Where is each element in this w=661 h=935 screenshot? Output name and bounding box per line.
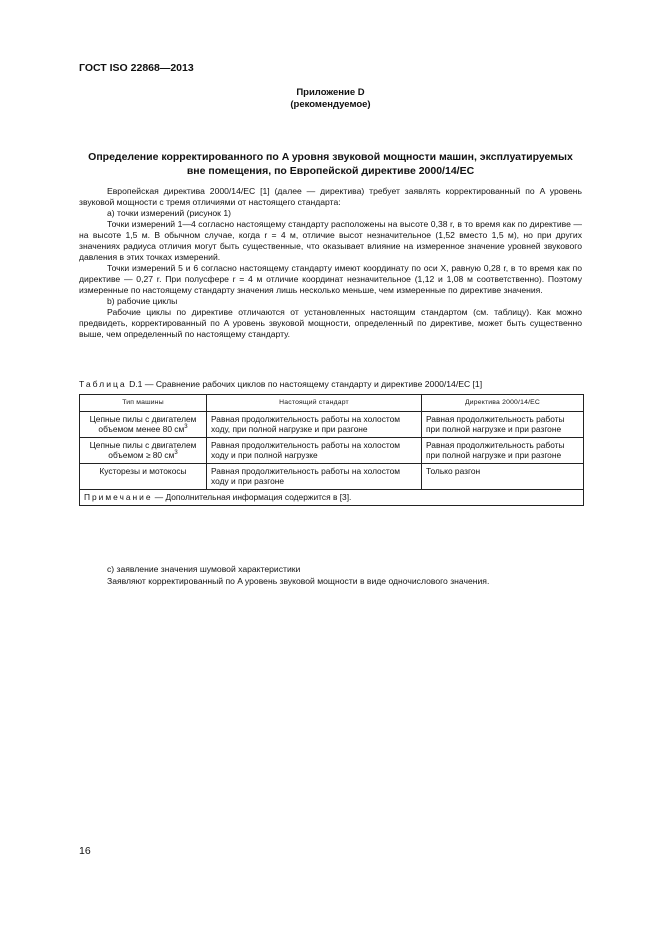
cell-standard: Равная продолжительность работы на холостом ходу и при полной нагрузке	[207, 438, 422, 464]
cell-machine-type: Цепные пилы с двигателем объемом менее 80 $см^3$	[80, 412, 207, 438]
cell-standard: Равная продолжительность работы на холостом ходу, при полной нагрузке и при разгоне	[207, 412, 422, 438]
annex-title: Приложение D	[296, 87, 365, 98]
section-title-line1: Определение корректированного по A уровня звуковой мощности машин, эксплуатируемых	[88, 151, 573, 163]
table-header-row	[80, 395, 584, 412]
item-b-heading: b) рабочие циклы	[107, 296, 178, 306]
note-text: — Дополнительная информация содержится в [3].	[152, 492, 352, 502]
cell-directive: Равная продолжительность работы при полной нагрузке и при разгоне	[422, 412, 584, 438]
cell-directive: Только разгон	[422, 464, 584, 490]
cell-machine-type: Цепные пилы с двигателем объемом ≥ 80 $см^3$	[80, 438, 207, 464]
table-caption-text: D.1 — Сравнение рабочих циклов по настоящему стандарту и директиве 2000/14/EC [1]	[126, 379, 483, 389]
annex-heading	[0, 87, 661, 111]
header-standard: Настоящий стандарт	[207, 395, 422, 412]
document-id: ГОСТ ISO 22868—2013	[79, 62, 194, 74]
note-label: Примечание	[84, 492, 153, 502]
comparison-table	[79, 394, 584, 506]
cell-machine-type: Кусторезы и мотокосы	[80, 464, 207, 490]
header-machine-type: Тип машины	[80, 395, 207, 412]
item-a-heading: а) точки измерений (рисунок 1)	[107, 208, 231, 218]
cell-standard: Равная продолжительность работы на холостом ходу и при разгоне	[207, 464, 422, 490]
body-text	[79, 186, 582, 340]
table-note	[80, 490, 584, 506]
section-c	[107, 563, 489, 587]
item-c-heading: c) заявление значения шумовой характеристики	[107, 564, 301, 574]
table-note-row	[80, 490, 584, 506]
paragraph-intro: Европейская директива 2000/14/EC [1] (далее — директива) требует заявлять корректированный по A уровень звуковой мощности с тремя отличиями от настоящего стандарта:	[79, 186, 582, 207]
table-caption-label: Таблица	[79, 379, 127, 389]
table-row	[80, 412, 584, 438]
header-directive: Директива 2000/14/EC	[422, 395, 584, 412]
table-caption	[79, 379, 482, 389]
cell-directive: Равная продолжительность работы при полной нагрузке и при разгоне	[422, 438, 584, 464]
item-c-text: Заявляют корректированный по A уровень звуковой мощности в виде одночислового значения.	[107, 576, 490, 586]
section-title-line2: вне помещения, по Европейской директиве 2000/14/EC	[186, 165, 475, 177]
paragraph-work-cycles: Рабочие циклы по директиве отличаются от установленных настоящим стандартом (см. таблицу). Как можно предвидеть, корректированный по A уровень звуковой мощности, определенный по директиве, может быть существенно выше, чем определенный по настоящему стандарту.	[79, 307, 582, 339]
annex-status: (рекомендуемое)	[290, 99, 371, 110]
table-row	[80, 464, 584, 490]
paragraph-points-5-6: Точки измерений 5 и 6 согласно настоящему стандарту имеют координату по оси X, равную 0,28 r, в то время как по директиве — 0,27 r. При полусфере r = 4 м отличие координат незначительное (1,12 и 1,08 м соответственно). Поэтому измеренные по настоящему стандарту значения лишь несколько меньше, чем измеренные по директиве значения.	[79, 263, 582, 295]
table-row	[80, 438, 584, 464]
page-number: 16	[79, 845, 91, 857]
section-title	[79, 150, 582, 178]
paragraph-points-1-4: Точки измерений 1—4 согласно настоящему стандарту расположены на высоте 0,38 r, в то время как по директиве — на высоте 1,5 м. В обычном случае, когда r = 4 м, отличие высот незначительное (1,52 вместо 1,5 м), но при других значениях радиуса отличия могут быть существенные, что оказывает влияние на измеренное значение уровней звукового давления в этих точках измерений.	[79, 219, 582, 262]
